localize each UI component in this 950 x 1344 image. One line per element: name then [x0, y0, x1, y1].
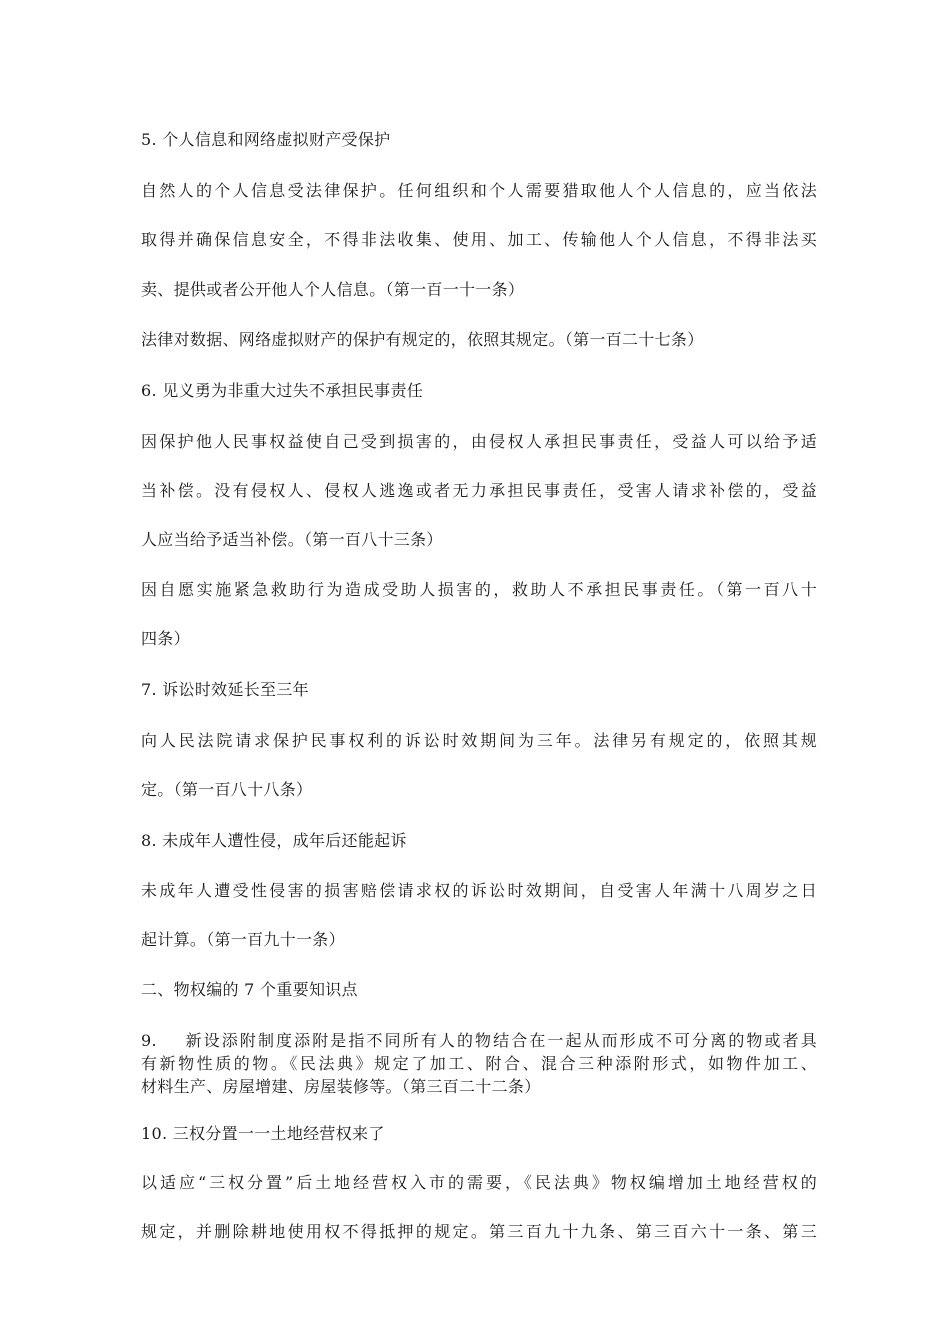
- paragraph-line: 因自愿实施紧急救助行为造成受助人损害的，救助人不承担民事责任。（第一百八十: [141, 580, 817, 599]
- paragraph-line: 定。（第一百八十八条）: [141, 780, 313, 799]
- paragraph-line: 材料生产、房屋增建、房屋装修等。（第三百二十二条）: [141, 1077, 541, 1096]
- paragraph-line: 法律对数据、网络虚拟财产的保护有规定的，依照其规定。（第一百二十七条）: [141, 330, 704, 349]
- paragraph-line: 人应当给予适当补偿。（第一百八十三条）: [141, 530, 443, 549]
- heading-5: 5. 个人信息和网络虚拟财产受保护: [141, 130, 391, 149]
- paragraph-line: 以适应“三权分置”后土地经营权入市的需要，《民法典》物权编增加土地经营权的: [141, 1173, 817, 1192]
- heading-10: 10. 三权分置一一土地经营权来了: [141, 1124, 385, 1143]
- paragraph-line: 卖、提供或者公开他人个人信息。（第一百一十一条）: [141, 280, 525, 299]
- paragraph-line: 未成年人遭受性侵害的损害赔偿请求权的诉讼时效期间，自受害人年满十八周岁之日: [141, 881, 817, 900]
- paragraph-line: 起计算。（第一百九十一条）: [141, 930, 345, 949]
- heading-6: 6. 见义勇为非重大过失不承担民事责任: [141, 381, 424, 400]
- heading-7: 7. 诉讼时效延长至三年: [141, 680, 309, 699]
- paragraph-line: 自然人的个人信息受法律保护。任何组织和个人需要猎取他人个人信息的，应当依法: [141, 181, 817, 200]
- paragraph-line: 规定，并删除耕地使用权不得抵押的规定。第三百九十九条、第三百六十一条、第三: [141, 1222, 817, 1241]
- paragraph-line: 当补偿。没有侵权人、侵权人逃逸或者无力承担民事责任，受害人请求补偿的，受益: [141, 481, 817, 500]
- paragraph-line: 四条）: [141, 629, 190, 648]
- paragraph-line: 因保护他人民事权益使自己受到损害的，由侵权人承担民事责任，受益人可以给予适: [141, 432, 817, 451]
- heading-8: 8. 未成年人遭性侵，成年后还能起诉: [141, 831, 407, 850]
- paragraph-line: 9. 新设添附制度添附是指不同所有人的物结合在一起从而形成不可分离的物或者具: [141, 1031, 817, 1050]
- paragraph-line: 取得并确保信息安全，不得非法收集、使用、加工、传输他人个人信息，不得非法买: [141, 230, 817, 249]
- section-heading: 二、物权编的 7 个重要知识点: [141, 980, 358, 999]
- paragraph-line: 有新物性质的物。《民法典》规定了加工、附合、混合三种添附形式，如物件加工、: [141, 1054, 817, 1073]
- paragraph-line: 向人民法院请求保护民事权利的诉讼时效期间为三年。法律另有规定的，依照其规: [141, 731, 817, 750]
